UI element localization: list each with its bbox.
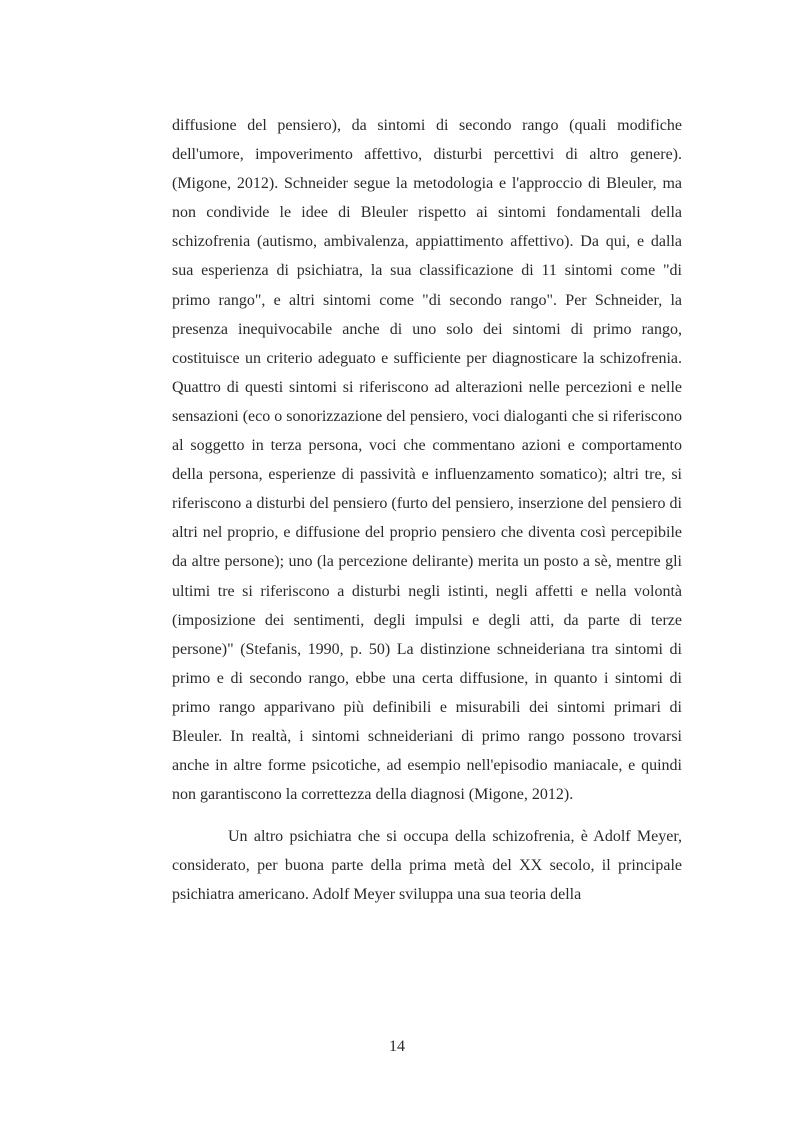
paragraph-adolf-meyer: Un altro psichiatra che si occupa della schizofrenia, è Adolf Meyer, considerato, per buona parte della prima metà del XX secolo, il principale psichiatra americano. Adolf Meyer sviluppa una sua teoria della xyxy=(172,828,682,904)
body-text xyxy=(172,111,682,910)
page-number: 14 xyxy=(389,1038,405,1055)
paragraph-schneider-symptoms: diffusione del pensiero), da sintomi di secondo rango (quali modifiche dell'umore, impoverimento affettivo, disturbi percettivi di altro genere). (Migone, 2012). Schneider segue la metodologia e l'approccio di Bleuler, ma non condivide le idee di Bleuler rispetto ai sintomi fondamentali della schizofrenia (autismo, ambivalenza, appiattimento affettivo). Da qui, e dalla sua esperienza di psichiatra, la sua classificazione di 11 sintomi come "di primo rango", e altri sintomi come "di secondo rango". Per Schneider, la presenza inequivocabile anche di uno solo dei sintomi di primo rango, costituisce un criterio adeguato e sufficiente per diagnosticare la schizofrenia. Quattro di questi sintomi si riferiscono ad alterazioni nelle percezioni e nelle sensazioni (eco o sonorizzazione del pensiero, voci dialoganti che si riferiscono al soggetto in terza persona, voci che commentano azioni e comportamento della persona, esperienze di passività e influenzamento somatico); altri tre, si riferiscono a disturbi del pensiero (furto del pensiero, inserzione del pensiero di altri nel proprio, e diffusione del proprio pensiero che diventa così percepibile da altre persone); uno (la percezione delirante) merita un posto a sè, mentre gli ultimi tre si riferiscono a disturbi negli istinti, negli affetti e nella volontà (imposizione dei sentimenti, degli impulsi e degli atti, da parte di terze persone)" (Stefanis, 1990, p. 50) La distinzione schneideriana tra sintomi di primo e di secondo rango, ebbe una certa diffusione, in quanto i sintomi di primo rango apparivano più definibili e misurabili dei sintomi primari di Bleuler. In realtà, i sintomi schneideriani di primo rango possono trovarsi anche in altre forme psicotiche, ad esempio nell'episodio maniacale, e quindi non garantiscono la correttezza della diagnosi (Migone, 2012). xyxy=(172,117,682,804)
